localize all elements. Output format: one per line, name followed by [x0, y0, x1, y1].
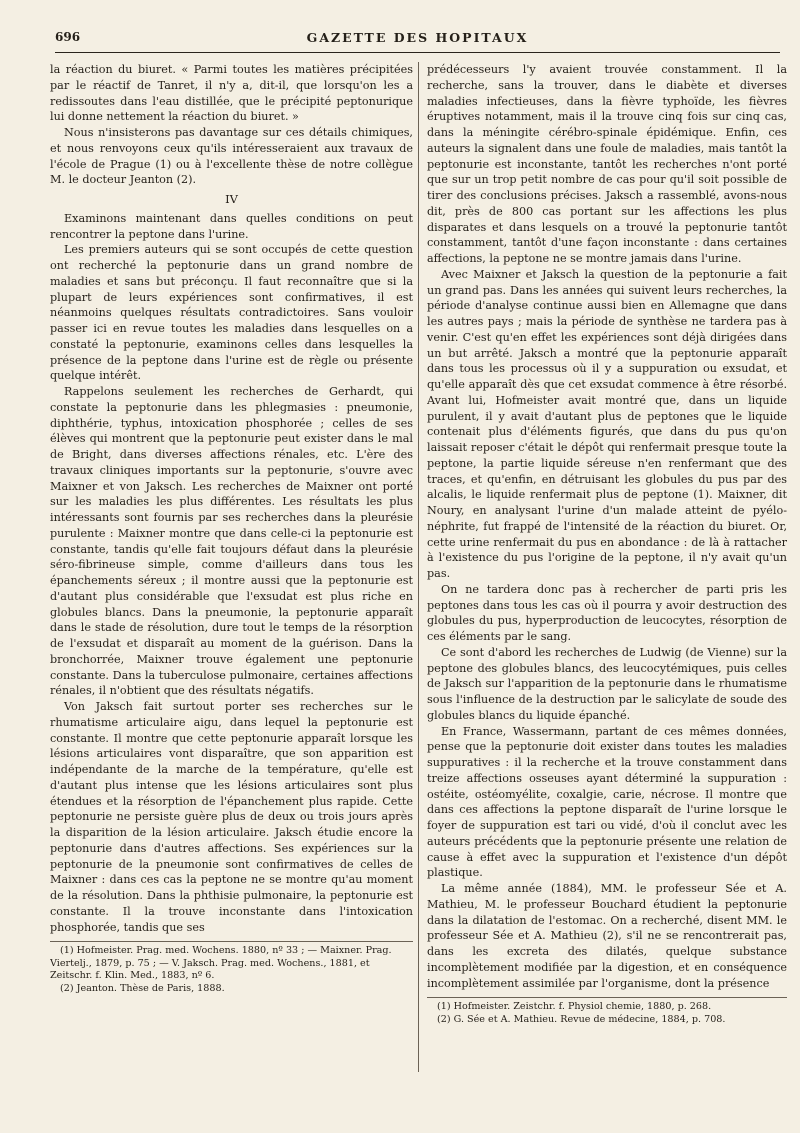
- column-divider: [418, 62, 419, 1072]
- left-column: [50, 62, 413, 1122]
- paragraph: On ne tardera donc pas à rechercher de parti pris les peptones dans tous les cas où il pourra y avoir destruction des globules du pus, hyperproduction de leucocytes, résorption de ces éléments par le sang.: [427, 582, 787, 643]
- paragraph: Von Jaksch fait surtout porter ses recherches sur le rhumatisme articulaire aigu, dans lequel la peptonurie est constante. Il montre que cette peptonurie apparaît lorsque les lésions articulaires vont disparaître, que son apparition est indépendante de la marche de la température, qu'elle est d'autant plus intense que les lésions articulaires sont plus étendues et la résorption de l'épanchement plus rapide. Cette peptonurie ne persiste guère plus de deux ou trois jours après la disparition de la lésion articulaire. Jaksch étudie encore la peptonurie dans d'autres affections. Ses expériences sur la peptonurie de la pneumonie sont confirmatives de celles de Maixner : dans ces cas la peptone ne se montre qu'au moment de la résolution. Dans la phthisie pulmonaire, la peptonurie est constante. Il la trouve inconstante dans l'intoxication phosphorée, tandis que ses: [50, 700, 413, 934]
- paragraph: Les premiers auteurs qui se sont occupés de cette question ont recherché la peptonurie dans un grand nombre de maladies et sans but préconçu. Il faut reconnaître que si la plupart de leurs expériences sont confirmatives, il est néanmoins quelques résultats contradictoires. Sans vouloir passer ici en revue toutes les maladies dans lesquelles on a constaté la peptonurie, examinons celles dans lesquelles la présence de la peptone dans l'urine est de règle ou présente quelque intérêt.: [50, 243, 413, 383]
- page-number: 696: [55, 30, 81, 44]
- paragraph: La même année (1884), MM. le professeur Sée et A. Mathieu, M. le professeur Bouchard étudient la peptonurie dans la dilatation de l'estomac. On a recherché, disent MM. le professeur Sée et A. Mathieu (2), s'il ne se rencontrerait pas, dans les excreta des dilatés, quelque substance incomplètement modifiée par la digestion, et en conséquence incomplètement assimilée par l'organisme, dont la présence: [427, 882, 787, 990]
- journal-title: GAZETTE DES HOPITAUX: [306, 30, 529, 45]
- right-column: [427, 62, 787, 1122]
- paragraph: En France, Wassermann, partant de ces mêmes données, pense que la peptonurie doit exister dans toutes les maladies suppuratives : il la recherche et la trouve constamment dans treize affections osseuses ayant déterminé la suppuration : ostéite, ostéomyélite, coxalgie, carie, nécrose. Il montre que dans ces affections la peptone disparaît de l'urine lorsque le foyer de suppuration est tari ou vidé, d'où il conclut avec les auteurs précédents que la peptonurie présente une relation de cause à effet avec la suppuration et l'existence d'un dépôt plastique.: [427, 724, 787, 880]
- footnote: (2) G. Sée et A. Mathieu. Revue de médecine, 1884, p. 708.: [437, 1013, 726, 1025]
- footnote: (2) Jeanton. Thèse de Paris, 1888.: [60, 982, 225, 994]
- paragraph: Rappelons seulement les recherches de Gerhardt, qui constate la peptonurie dans les phlegmasies : pneumonie, diphthérie, typhus, intoxication phosphorée ; celles de ses élèves qui montrent que la peptonurie peut exister dans le mal de Bright, dans diverses affections rénales, etc. L'ère des travaux cliniques importants sur la peptonurie, s'ouvre avec Maixner et von Jaksch. Les recherches de Maixner ont porté sur les maladies les plus différentes. Les résultats les plus intéressants sont fournis par ses recherches dans la pleurésie purulente : Maixner montre que dans celle-ci la peptonurie est constante, tandis qu'elle fait toujours défaut dans la pleurésie séro-fibrineuse simple, comme d'ailleurs dans tous les épanchements séreux ; il montre aussi que la peptonurie est d'autant plus considérable que l'exsudat est plus riche en globules blancs. Dans la pneumonie, la peptonurie apparaît dans le stade de résolution, dure tout le temps de la résorption de l'exsudat et disparaît au moment de la guérison. Dans la bronchorrée, Maixner trouve également une peptonurie constante. Dans la tuberculose pulmonaire, certaines affections rénales, il n'obtient que des résultats négatifs.: [50, 385, 413, 698]
- paragraph: Avec Maixner et Jaksch la question de la peptonurie a fait un grand pas. Dans les années qui suivent leurs recherches, la période d'analyse continue aussi bien en Allemagne que dans les autres pays ; mais la période de synthèse ne tardera pas à venir. C'est qu'en effet les expériences sont déjà dirigées dans un but arrêté. Jaksch a montré que la peptonurie apparaît dans tous les processus où il y a suppuration ou exsudat, et qu'elle apparaît dès que cet exsudat commence à être résorbé. Avant lui, Hofmeister avait montré que, dans un liquide purulent, il y avait d'autant plus de peptones que le liquide contenait plus d'éléments figurés, que dans du pus qu'on laissait reposer c'était le dépôt qui renfermait presque toute la peptone, la partie liquide séreuse n'en renfermant que des traces, et qu'enfin, en détruisant les globules du pus par des alcalis, le liquide renfermait plus de peptone (1). Maixner, dit Noury, en analysant l'urine d'un malade atteint de pyélo-néphrite, fut frappé de l'intensité de la réaction du biuret. Or, cette urine renfermait du pus en abondance : de là à rattacher à l'existence du pus l'origine de la peptone, il n'y avait qu'un pas.: [427, 267, 787, 580]
- section-title: IV: [225, 192, 238, 206]
- paragraph: la réaction du biuret. « Parmi toutes les matières précipitées par le réactif de Tanret, il n'y a, dit-il, que lorsqu'on les a redissoutes dans l'eau distillée, que le précipité peptonurique lui donne nettement la réaction du biuret. »: [50, 63, 413, 124]
- page-header: [55, 30, 780, 53]
- footnotes: [50, 941, 413, 995]
- paragraph: prédécesseurs l'y avaient trouvée constamment. Il la recherche, sans la trouver, dans le diabète et diverses maladies infectieuses, dans la fièvre typhoïde, les fièvres éruptives notamment, mais il la trouve cinq fois sur cinq cas, dans la méningite cérébro-spinale épidémique. Enfin, ces auteurs la signalent dans une foule de maladies, mais tantôt la peptonurie est inconstante, tantôt les recherches n'ont porté que sur un trop petit nombre de cas pour qu'il soit possible de tirer des conclusions précises. Jaksch a rassemblé, avons-nous dit, près de 800 cas portant sur les affections les plus disparates et dans lesquels on a trouvé la peptonurie tantôt constamment, tantôt d'une façon inconstante : dans certaines affections, la peptone ne se montre jamais dans l'urine.: [427, 63, 787, 265]
- paragraph: Ce sont d'abord les recherches de Ludwig (de Vienne) sur la peptone des globules blancs, des leucocytémiques, puis celles de Jaksch sur l'apparition de la peptonurie dans le rhumatisme sous l'influence de la destruction par le salicylate de soude des globules blancs du liquide épanché.: [427, 645, 787, 722]
- footnote: (1) Hofmeister. Prag. med. Wochens. 1880, nº 33 ; — Maixner. Prag. Viertelj., 1879, p. 75 ; — V. Jaksch. Prag. med. Wochens., 1881, et Zeitschr. f. Klin. Med., 1883, nº 6.: [50, 945, 392, 982]
- footnotes: [427, 997, 787, 1026]
- paragraph: Examinons maintenant dans quelles conditions on peut rencontrer la peptone dans l'urine.: [50, 211, 413, 241]
- footnote: (1) Hofmeister. Zeistchr. f. Physiol chemie, 1880, p. 268.: [437, 1001, 712, 1013]
- paragraph: Nous n'insisterons pas davantage sur ces détails chimiques, et nous renvoyons ceux qu'ils intéresseraient aux travaux de l'école de Prague (1) ou à l'excellente thèse de notre collègue M. le docteur Jeanton (2).: [50, 126, 413, 187]
